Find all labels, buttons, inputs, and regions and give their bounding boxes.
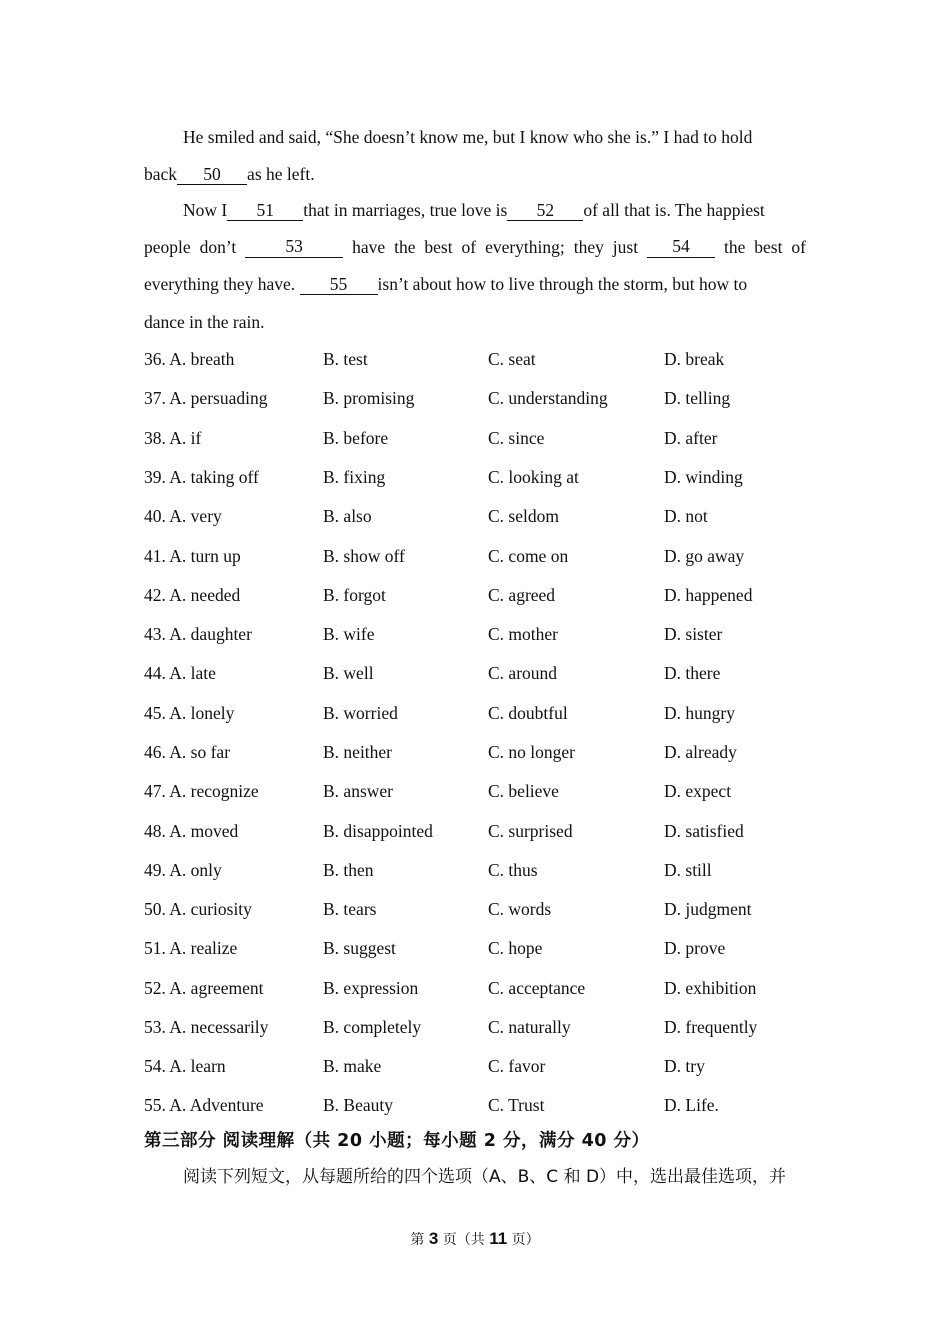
option-b: B. test [323,349,368,369]
option-b: B. worried [323,703,398,723]
footer-text: 页） [511,1232,540,1248]
passage-line-6 [144,311,806,333]
passage-text: that in marriages, true love is [303,200,508,220]
section-heading: 第三部分 阅读理解（共 20 小题；每小题 2 分，满分 40 分） [144,1131,650,1151]
option-c: C. understanding [488,388,608,408]
option-a: 37. A. persuading [144,388,268,408]
option-c: C. since [488,428,545,448]
option-d: D. Life. [664,1095,719,1115]
option-a: 53. A. necessarily [144,1017,269,1037]
option-b: B. answer [323,781,393,801]
passage-line-1 [183,126,806,148]
passage-line-5 [144,273,806,295]
option-d: D. expect [664,781,732,801]
option-b: B. tears [323,899,377,919]
option-d: D. telling [664,388,731,408]
question-row-45 [144,702,824,726]
option-a: 41. A. turn up [144,546,241,566]
option-c: C. no longer [488,742,576,762]
passage-line-4 [144,236,806,258]
blank-50: 50 [177,164,247,185]
question-row-38 [144,427,824,451]
option-c: C. surprised [488,821,573,841]
footer-text: 页（共 [442,1232,485,1248]
footer-text: 第 [410,1232,425,1248]
passage-text: He smiled and said, “She doesn’t know me, but I know who she is.” I had to hold [183,127,753,147]
passage-word: of [461,237,477,257]
passage-word: just [612,237,639,257]
option-d: D. after [664,428,718,448]
option-a: 44. A. late [144,663,216,683]
question-row-49 [144,859,824,883]
page-footer [0,1229,950,1249]
passage-text: back [144,164,178,184]
option-d: D. frequently [664,1017,758,1037]
question-row-43 [144,623,824,647]
question-row-50 [144,898,824,922]
option-a: 49. A. only [144,860,222,880]
option-b: B. Beauty [323,1095,393,1115]
passage-word: the [394,237,416,257]
option-a: 51. A. realize [144,938,238,958]
passage-text: as he left. [247,164,315,184]
option-d: D. go away [664,546,745,566]
option-a: 38. A. if [144,428,202,448]
question-row-48 [144,820,824,844]
option-a: 52. A. agreement [144,978,264,998]
option-c: C. seat [488,349,536,369]
option-a: 43. A. daughter [144,624,252,644]
page-number: 3 [428,1229,439,1248]
option-b: B. show off [323,546,405,566]
passage-word: everything; [485,237,565,257]
question-row-52 [144,977,824,1001]
option-d: D. exhibition [664,978,757,998]
passage-text: isn’t about how to live through the storm, but how to [377,274,748,294]
question-row-36 [144,348,824,372]
passage-word: have [352,237,386,257]
question-row-40 [144,505,824,529]
option-a: 54. A. learn [144,1056,226,1076]
option-d: D. not [664,506,708,526]
option-a: 40. A. very [144,506,222,526]
option-b: B. disappointed [323,821,433,841]
passage-word: don’t [199,237,237,257]
option-c: C. favor [488,1056,546,1076]
passage-word: best [754,237,783,257]
option-c: C. mother [488,624,558,644]
option-b: B. also [323,506,372,526]
option-c: C. doubtful [488,703,568,723]
option-b: B. expression [323,978,419,998]
option-d: D. hungry [664,703,735,723]
blank-54: 54 [647,236,715,258]
passage-text: everything they have. [144,274,296,294]
option-d: D. winding [664,467,743,487]
question-row-51 [144,937,824,961]
option-b: B. completely [323,1017,422,1037]
option-d: D. try [664,1056,705,1076]
question-row-46 [144,741,824,765]
question-row-37 [144,387,824,411]
option-d: D. happened [664,585,753,605]
option-d: D. sister [664,624,723,644]
option-a: 55. A. Adventure [144,1095,264,1115]
blank-53: 53 [245,236,343,258]
option-b: B. wife [323,624,375,644]
question-row-44 [144,662,824,686]
option-d: D. still [664,860,712,880]
question-row-55 [144,1094,824,1118]
option-a: 48. A. moved [144,821,239,841]
blank-55: 55 [300,274,378,295]
passage-word: they [573,237,604,257]
total-pages: 11 [489,1229,508,1248]
option-a: 47. A. recognize [144,781,259,801]
option-c: C. hope [488,938,543,958]
question-row-41 [144,545,824,569]
question-row-47 [144,780,824,804]
option-d: D. satisfied [664,821,744,841]
option-c: C. naturally [488,1017,571,1037]
passage-word: of [791,237,806,257]
option-a: 46. A. so far [144,742,231,762]
option-c: C. words [488,899,552,919]
option-a: 39. A. taking off [144,467,259,487]
option-a: 45. A. lonely [144,703,235,723]
passage-line-2 [144,163,806,185]
passage-word: best [424,237,453,257]
option-c: C. thus [488,860,538,880]
blank-51: 51 [227,200,303,221]
option-c: C. agreed [488,585,556,605]
option-c: C. seldom [488,506,559,526]
option-c: C. Trust [488,1095,545,1115]
option-b: B. suggest [323,938,396,958]
option-c: C. looking at [488,467,579,487]
blank-52: 52 [507,200,583,221]
option-b: B. promising [323,388,415,408]
option-c: C. acceptance [488,978,586,998]
question-row-54 [144,1055,824,1079]
option-c: C. come on [488,546,569,566]
section-instruction: 阅读下列短文，从每题所给的四个选项（A、B、C 和 D）中，选出最佳选项，并 [183,1167,787,1187]
option-a: 36. A. breath [144,349,235,369]
option-d: D. break [664,349,725,369]
passage-word: people [144,237,191,257]
option-d: D. there [664,663,721,683]
option-d: D. prove [664,938,726,958]
passage-text: of all that is. The happiest [583,200,765,220]
option-b: B. make [323,1056,382,1076]
question-row-53 [144,1016,824,1040]
option-b: B. forgot [323,585,386,605]
option-b: B. fixing [323,467,386,487]
question-row-42 [144,584,824,608]
option-d: D. already [664,742,737,762]
passage-line-3 [183,199,806,221]
passage-word: the [723,237,746,257]
option-b: B. neither [323,742,393,762]
option-d: D. judgment [664,899,752,919]
option-a: 50. A. curiosity [144,899,252,919]
question-row-39 [144,466,824,490]
option-c: C. around [488,663,558,683]
option-b: B. then [323,860,374,880]
passage-text: Now I [183,200,228,220]
option-a: 42. A. needed [144,585,241,605]
option-c: C. believe [488,781,559,801]
passage-text: dance in the rain. [144,312,265,332]
option-b: B. well [323,663,374,683]
option-b: B. before [323,428,389,448]
